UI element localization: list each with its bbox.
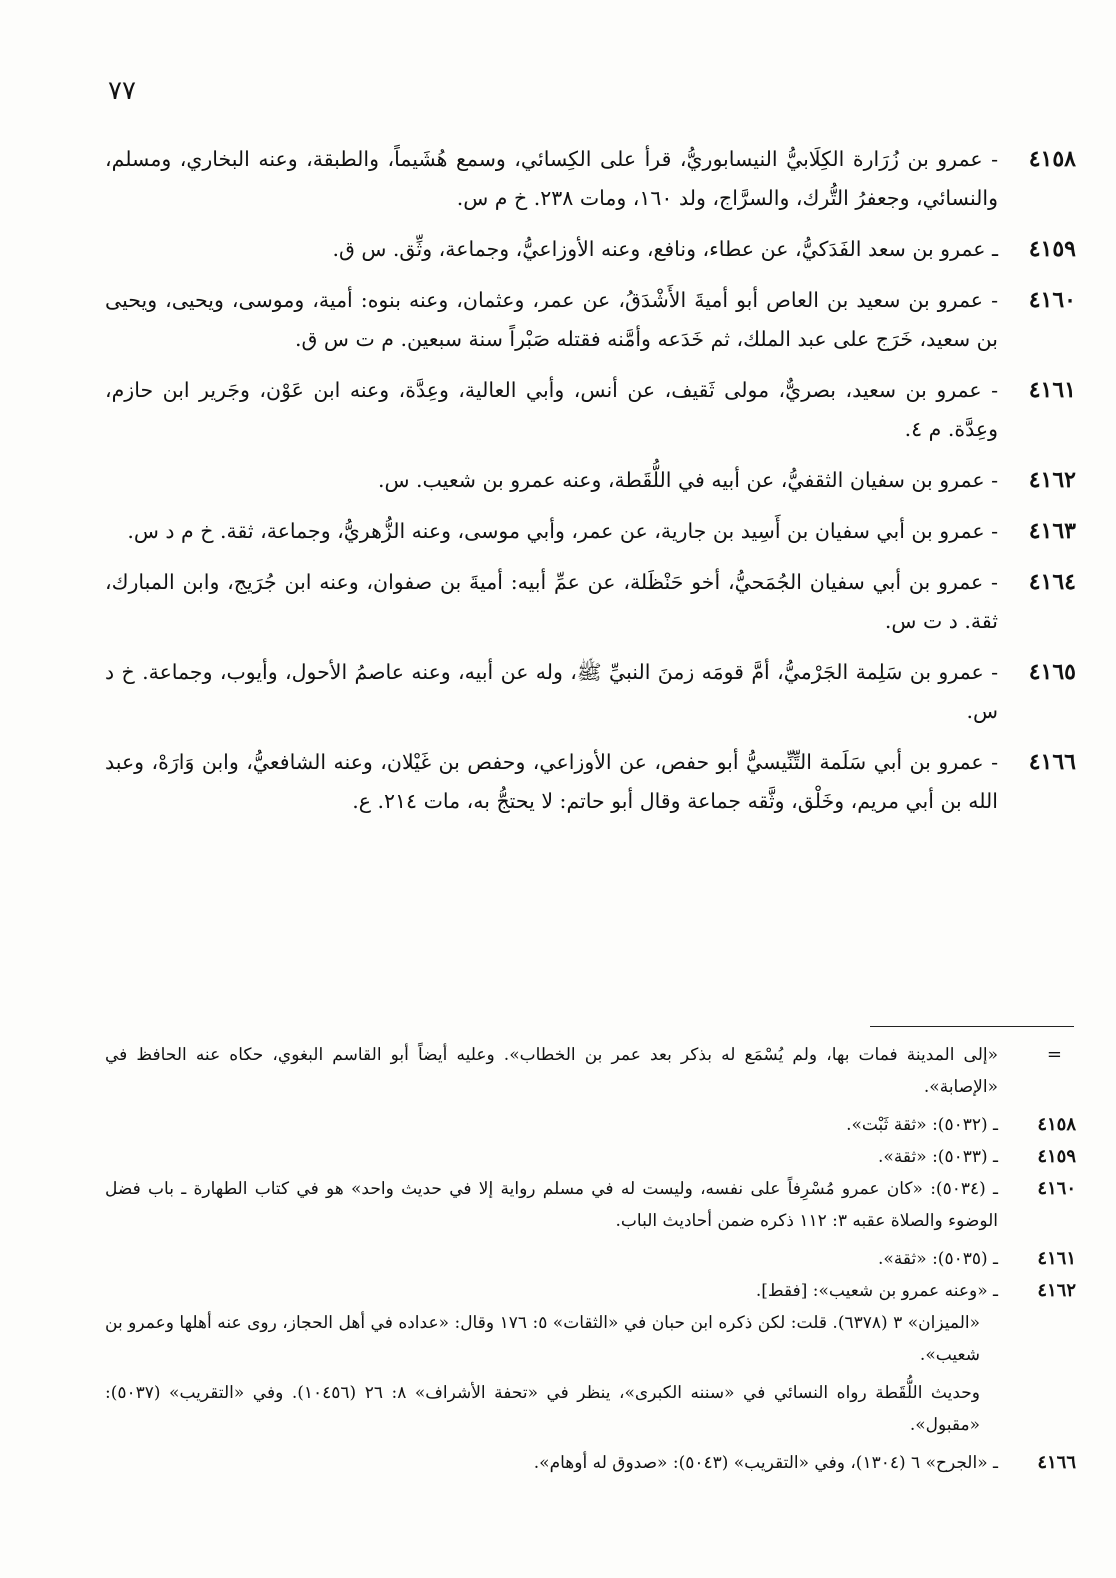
entry-4158 (105, 140, 1076, 218)
entry-4166 (105, 743, 1076, 821)
entry-text: - عمرو بن سفيان الثقفيُّ، عن أبيه في اللُّقَطة، وعنه عمرو بن شعيب. س. (377, 468, 998, 492)
footnote-text: «الميزان» ٣ (٦٣٧٨). قلت: لكن ذكره ابن حبان في «الثقات» ٥: ١٧٦ وقال: «عداده في أهل الحجاز، روى عنه أهلها وعمرو بن شعيب». (105, 1313, 980, 1365)
footnote-number: ٤١٦٠ (1037, 1178, 1076, 1199)
entry-number: ٤١٥٩ (1028, 236, 1076, 262)
entry-4160 (105, 281, 1076, 359)
footnote-text: ـ «وعنه عمرو بن شعيب»: [فقط]. (755, 1281, 998, 1301)
entry-number: ٤١٦١ (1028, 377, 1076, 403)
footnote-text: ـ (٥٠٣٥): «ثقة». (878, 1249, 998, 1269)
entry-number: ٤١٦٦ (1028, 749, 1076, 775)
footnote-4162 (105, 1275, 1076, 1307)
footnote-4166 (105, 1447, 1076, 1479)
entry-text: - عمرو بن سعيد بن العاص أبو أميةَ الأَشْدَقُ، عن عمر، وعثمان، وعنه بنوه: أمية، وموسى، ويحيى، ويحيى بن سعيد، خَرَج على عبد الملك، ثم خَدَعه وأمَّنه فقتله صَبْراً سنة سبعين. م ت س ق. (105, 288, 998, 351)
entry-4162 (105, 461, 1076, 500)
footnote-number: ٤١٦٢ (1037, 1280, 1076, 1301)
footnote-number: ٤١٥٩ (1037, 1146, 1076, 1167)
footnote-text: «إلى المدينة فمات بها، ولم يُسْمَع له بذكر بعد عمر بن الخطاب». وعليه أيضاً أبو القاسم البغوي، حكاه عنه الحافظ في «الإصابة». (105, 1045, 998, 1097)
footnote-number: ٤١٦١ (1037, 1248, 1076, 1269)
entry-text: - عمرو بن أبي سَلَمة التِّنِّيسيُّ أبو حفص، عن الأوزاعي، وحفص بن غَيْلان، وعنه الشافعيُّ، وابن وَارَهْ، وعبد الله بن أبي مريم، وخَلْق، وثَّقه جماعة وقال أبو حاتم: لا يحتجُّ به، مات ٢١٤. ع. (105, 750, 998, 813)
entry-text: - عمرو بن سَلِمة الجَرْميُّ، أمَّ قومَه زمنَ النبيِّ ﷺ، وله عن أبيه، وعنه عاصمُ الأحول، وأيوب، وجماعة. خ د س. (105, 660, 998, 723)
footnote-text: ـ (٥٠٣٤): «كان عمرو مُسْرِفاً على نفسه، وليست له في مسلم رواية إلا في حديث واحد» هو في كتاب الطهارة ـ باب فضل الوضوء والصلاة عقبه ٣: ١١٢ ذكره ضمن أحاديث الباب. (105, 1179, 998, 1231)
entry-number: ٤١٦٤ (1028, 569, 1076, 595)
entry-4164 (105, 563, 1076, 641)
entry-text: - عمرو بن سعيد، بصريٌّ، مولى ثَقيف، عن أنس، وأبي العالية، وعِدَّة، وعنه ابن عَوْن، وجَرير ابن حازم، وعِدَّة. م ٤. (105, 378, 998, 441)
entry-4165 (105, 653, 1076, 731)
continuation-mark: = (1046, 1044, 1062, 1065)
entry-number: ٤١٥٨ (1028, 146, 1076, 172)
footnote-number: ٤١٥٨ (1037, 1114, 1076, 1135)
footnote-continued (105, 1039, 1076, 1103)
entry-text: ـ عمرو بن سعد الفَدَكيُّ، عن عطاء، ونافع، وعنه الأوزاعيُّ، وجماعة، وثِّق. س ق. (332, 237, 998, 261)
footnote-text: وحديث اللُّقَطة رواه النسائي في «سننه الكبرى»، ينظر في «تحفة الأشراف» ٨: ٢٦ (١٠٤٥٦). وفي «التقريب» (٥٠٣٧): «مقبول». (105, 1383, 980, 1435)
footnote-4158 (105, 1109, 1076, 1141)
footnote-text: ـ (٥٠٣٢): «ثقة ثَبْت». (846, 1115, 998, 1135)
footnote-text: ـ (٥٠٣٣): «ثقة». (878, 1147, 998, 1167)
footnotes (105, 1039, 1076, 1479)
footnote-number: ٤١٦٦ (1037, 1452, 1076, 1473)
entry-number: ٤١٦٣ (1028, 518, 1076, 544)
footnote-4162-luqata (105, 1377, 1076, 1441)
biography-entries (105, 140, 1076, 821)
entry-4161 (105, 371, 1076, 449)
entry-text: - عمرو بن أبي سفيان الجُمَحيُّ، أخو حَنْظَلة، عن عمِّ أبيه: أميةَ بن صفوان، وعنه ابن جُرَيج، وابن المبارك، ثقة. د ت س. (105, 570, 998, 633)
footnote-4159 (105, 1141, 1076, 1173)
footnote-text: ـ «الجرح» ٦ (١٣٠٤)، وفي «التقريب» (٥٠٤٣): «صدوق له أوهام». (533, 1453, 998, 1473)
entry-4163 (105, 512, 1076, 551)
entry-text: - عمرو بن أبي سفيان بن أَسِيد بن جارية، عن عمر، وأبي موسى، وعنه الزُّهريُّ، وجماعة، ثقة. خ م د س. (127, 519, 998, 543)
entry-number: ٤١٦٠ (1028, 287, 1076, 313)
footnote-4162-mizan (105, 1307, 1076, 1371)
page-number: ٧٧ (108, 76, 136, 106)
footnote-separator (870, 1026, 1074, 1027)
entry-4159 (105, 230, 1076, 269)
entry-number: ٤١٦٥ (1028, 659, 1076, 685)
footnote-4161 (105, 1243, 1076, 1275)
entry-text: - عمرو بن زُرَارة الكِلَابيُّ النيسابوريُّ، قرأ على الكِسائي، وسمع هُشَيماً، والطبقة، وعنه البخاري، ومسلم، والنسائي، وجعفرُ التُّرك، والسرَّاج، ولد ١٦٠، ومات ٢٣٨. خ م س. (105, 147, 998, 210)
entry-number: ٤١٦٢ (1028, 467, 1076, 493)
footnote-4160 (105, 1173, 1076, 1237)
